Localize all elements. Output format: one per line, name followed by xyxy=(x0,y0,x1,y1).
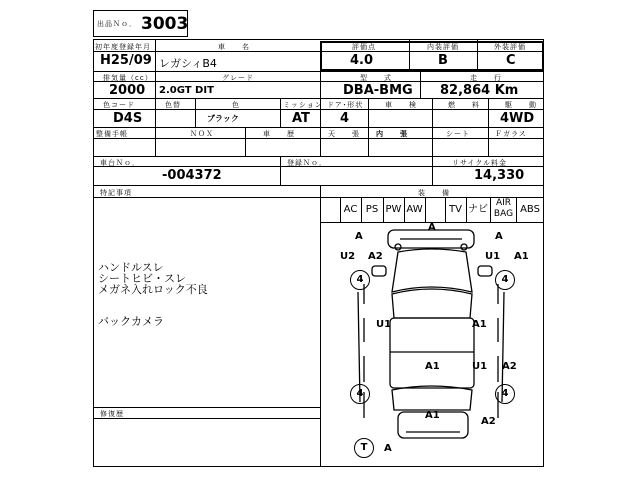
cc-header: 排気量（cc） xyxy=(103,74,153,82)
mark-u1-left-door: U1 xyxy=(376,319,392,330)
color-header: 色 xyxy=(232,101,240,109)
glass-header: Ｆガラス xyxy=(495,130,527,138)
exterior-header: 外装評価 xyxy=(494,43,526,51)
mark-a-rear: A xyxy=(384,443,392,454)
interior-header: 内装評価 xyxy=(427,43,459,51)
nox-header: ＮＯＸ xyxy=(190,130,214,138)
reg-header: 初年度登録年月 xyxy=(95,43,151,51)
model-value: DBA-BMG xyxy=(343,83,413,98)
equip-pw: PW xyxy=(385,204,402,215)
mark-a2-right-rear: A2 xyxy=(502,361,517,372)
inner-header: 内 張 xyxy=(376,130,408,138)
fuel-header: 燃 料 xyxy=(448,101,480,109)
seat-header: シート xyxy=(446,130,470,138)
equipment-row xyxy=(320,197,544,222)
lot-number-box xyxy=(93,10,188,37)
doors-header: ドア･形状 xyxy=(327,101,364,109)
mark-a1-roof: A1 xyxy=(425,361,440,372)
remark-line-2: シートヒビ・スレ xyxy=(98,272,186,285)
chassis-header: 車台Ｎｏ． xyxy=(100,159,140,167)
equipment-header: 装 備 xyxy=(418,189,450,197)
remarks-header: 特記事項 xyxy=(100,189,132,197)
mark-u1-right-rear: U1 xyxy=(472,361,488,372)
mark-front-right: A xyxy=(495,231,503,242)
mark-front-top: A xyxy=(428,222,436,233)
equip-airbag: AIR BAG xyxy=(493,198,514,219)
color-code-header: 色コード xyxy=(103,101,135,109)
cc-value: 2000 xyxy=(109,83,146,98)
repair-header: 修復歴 xyxy=(100,410,124,418)
remark-line-1: ハンドルスレ xyxy=(98,261,164,274)
name-header: 車 名 xyxy=(218,43,250,51)
reg-value: H25/09 xyxy=(100,53,152,68)
mark-a1-right-front: A1 xyxy=(514,251,529,262)
grade-header: グレード xyxy=(222,74,254,82)
remark-line-3: メガネ入れロック不良 xyxy=(98,283,208,296)
model-header: 型 式 xyxy=(360,74,392,82)
equip-ac: AC xyxy=(343,204,358,215)
mission-header: ミッション xyxy=(283,101,323,109)
color-value: ブラック xyxy=(207,114,239,123)
manual-header: 整備手帳 xyxy=(96,130,128,138)
reg-no-header: 登録Ｎｏ． xyxy=(287,159,327,167)
tire-front-right: 4 xyxy=(495,270,515,290)
doors-value: 4 xyxy=(340,111,350,126)
tire-front-left: 4 xyxy=(350,270,370,290)
mark-a1-right-door: A1 xyxy=(472,319,487,330)
mark-u2-left: U2 xyxy=(340,251,356,262)
lot-number: 3003 xyxy=(141,14,189,34)
equip-aw: AW xyxy=(406,204,423,215)
equip-abs: ABS xyxy=(520,204,540,215)
recycle-header: リサイクル料金 xyxy=(452,159,508,167)
color-code-value: D4S xyxy=(113,111,143,126)
interior-value: B xyxy=(438,53,448,68)
score-value: 4.0 xyxy=(350,53,374,68)
color-change-header: 色替 xyxy=(165,101,181,109)
score-header: 評価点 xyxy=(352,43,376,51)
spare-tire: T xyxy=(354,438,374,458)
name-value: レガシィB4 xyxy=(159,57,217,70)
mark-a2-rear-bumper: A2 xyxy=(481,416,496,427)
history-header: 車 歴 xyxy=(263,130,295,138)
mark-a2-left: A2 xyxy=(368,251,383,262)
equip-navi: ナビ xyxy=(468,204,488,215)
inspection-header: 車 検 xyxy=(385,101,417,109)
equip-ps: PS xyxy=(365,204,379,215)
drive-value: 4WD xyxy=(500,111,535,126)
roof-header: 天 張 xyxy=(328,130,360,138)
chassis-value: -004372 xyxy=(162,168,222,183)
equip-tv: TV xyxy=(449,204,462,215)
drive-header: 駆 動 xyxy=(505,101,537,109)
lot-label: 出品Ｎｏ． xyxy=(97,20,137,28)
exterior-value: C xyxy=(506,53,516,68)
recycle-value: 14,330 xyxy=(474,168,525,183)
mark-u1-right-front: U1 xyxy=(485,251,501,262)
grade-value: 2.0GT DIT xyxy=(159,85,214,96)
tire-rear-right: 4 xyxy=(495,384,515,404)
mileage-header: 走 行 xyxy=(470,74,502,82)
mission-value: AT xyxy=(292,111,310,126)
mark-front-left: A xyxy=(355,231,363,242)
tire-rear-left: 4 xyxy=(350,384,370,404)
remark-line-5: バックカメラ xyxy=(98,315,164,328)
mileage-value: 82,864 Km xyxy=(440,83,519,98)
mark-a1-trunk: A1 xyxy=(425,410,440,421)
